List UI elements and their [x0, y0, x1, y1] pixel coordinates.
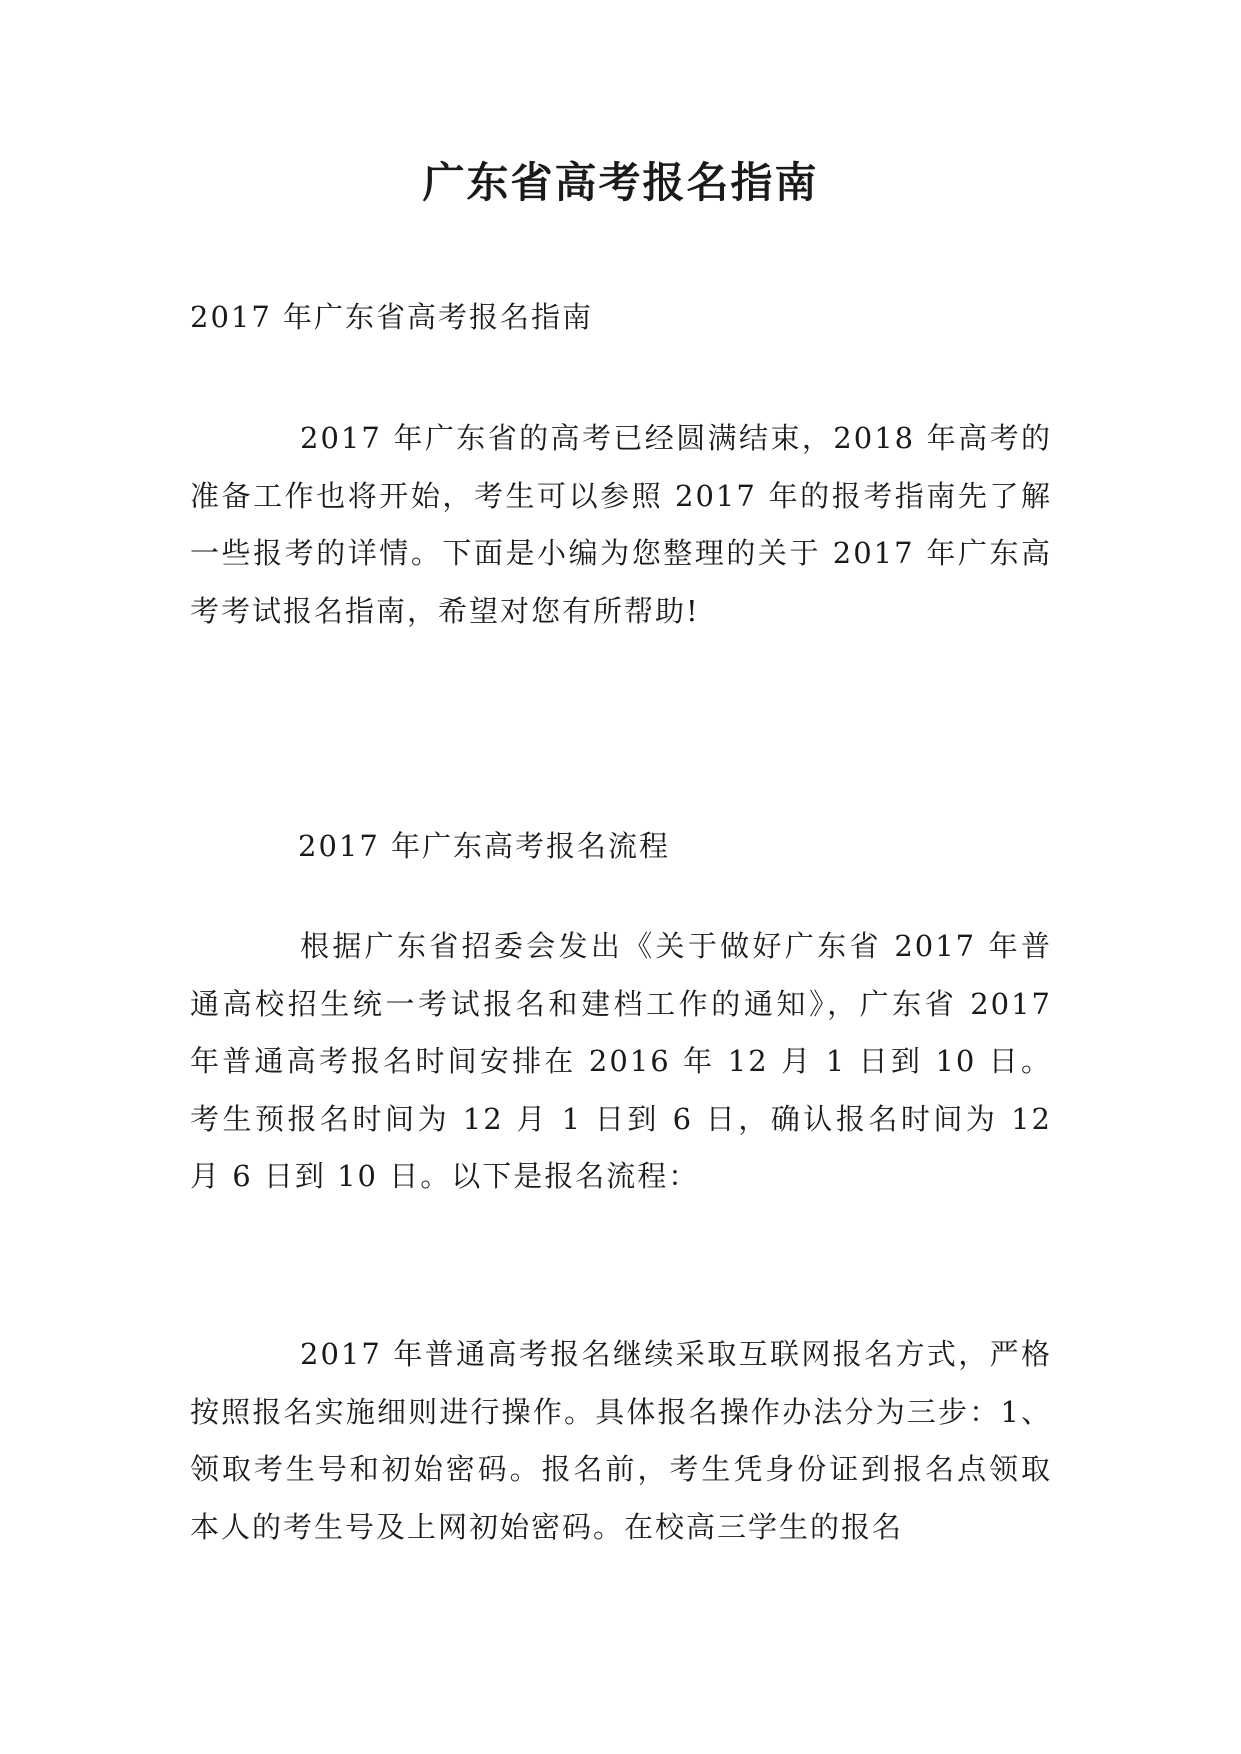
body-paragraph: 根据广东省招委会发出《关于做好广东省 2017 年普通高校招生统一考试报名和建档工作的通知》，广东省 2017 年普通高考报名时间安排在 2016 年 12 月 1 日到 10 日。考生预报名时间为 12 月 1 日到 6 日，确认报名时间为 12 月 6 日到 10 日。以下是报名流程： — [190, 929, 1052, 1194]
section-heading: 2017 年广东高考报名流程 — [298, 829, 671, 863]
body-paragraph: 2017 年普通高考报名继续采取互联网报名方式，严格按照报名实施细则进行操作。具体报名操作办法分为三步：1、领取考生号和初始密码。报名前，考生凭身份证到报名点领取本人的考生号及上网初始密码。在校高三学生的报名 — [190, 1337, 1052, 1544]
intro-paragraph: 2017 年广东省的高考已经圆满结束，2018 年高考的准备工作也将开始，考生可以参照 2017 年的报考指南先了解一些报考的详情。下面是小编为您整理的关于 2017 年广东高考考试报名指南，希望对您有所帮助! — [190, 421, 1052, 628]
document-title: 广东省高考报名指南 — [422, 158, 819, 207]
document-subtitle: 2017 年广东省高考报名指南 — [190, 300, 594, 334]
